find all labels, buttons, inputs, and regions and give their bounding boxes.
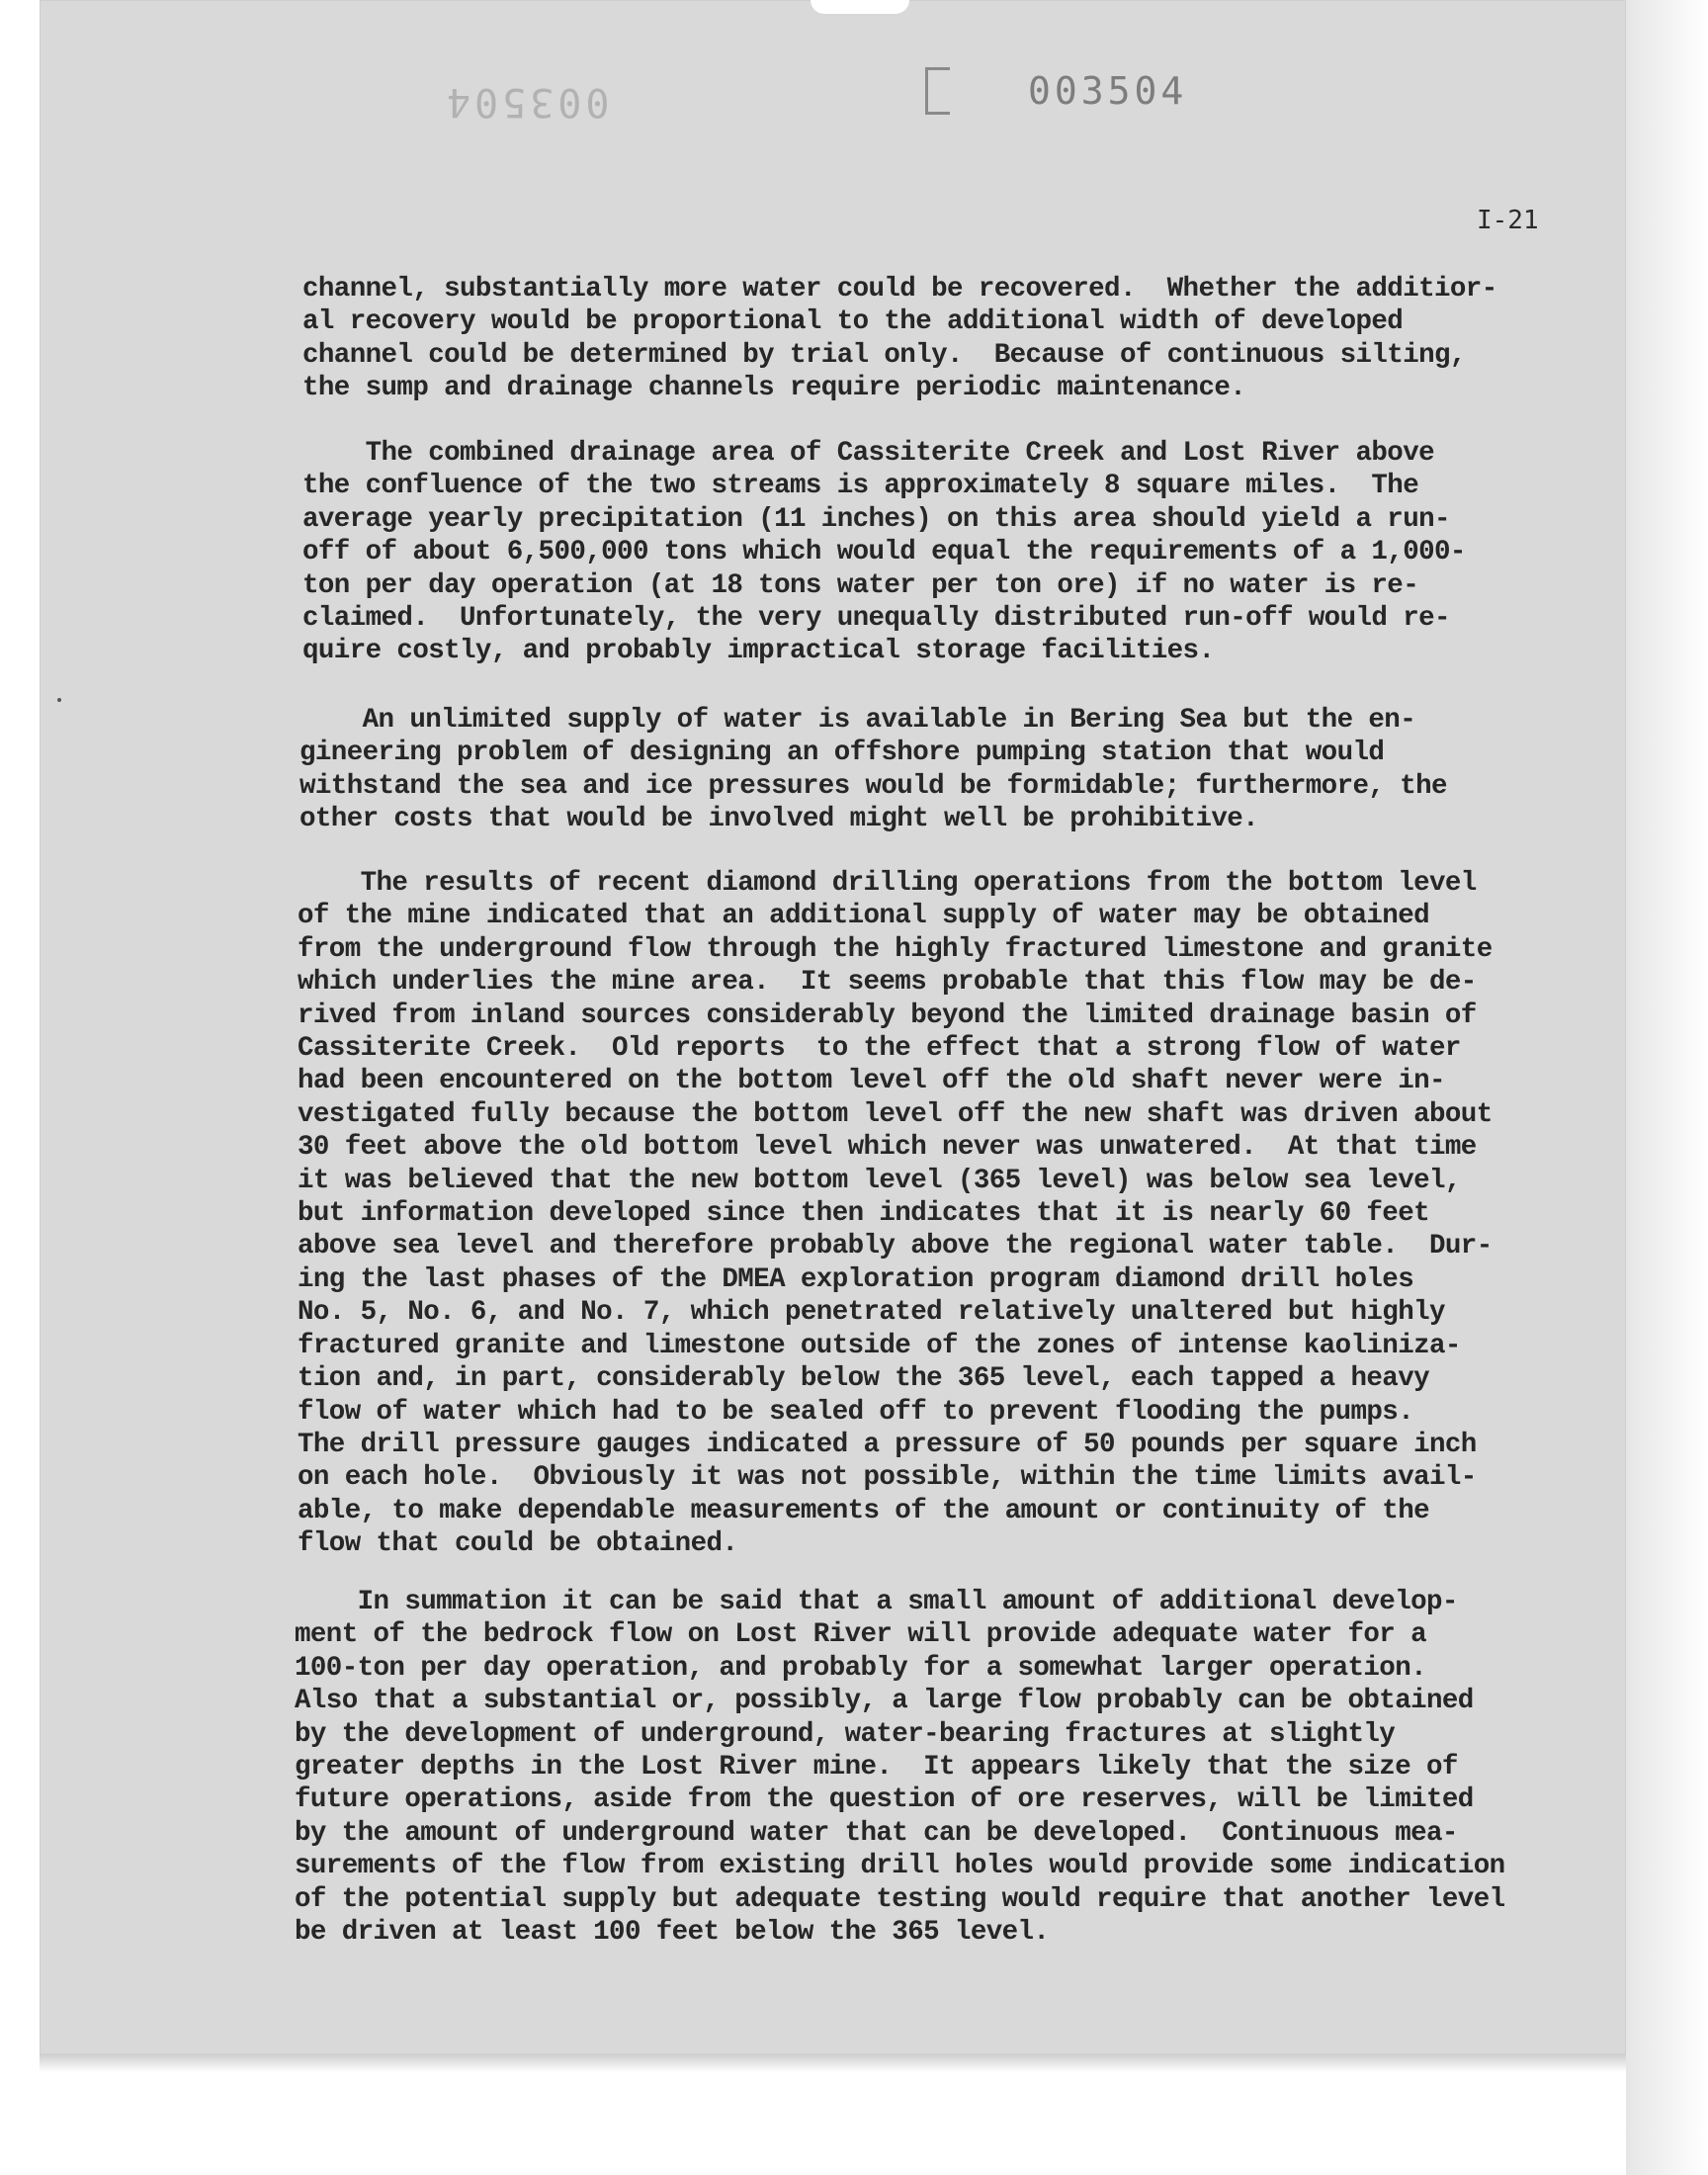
ghost-stamp-number: 003504 bbox=[443, 79, 610, 125]
scan-speck bbox=[57, 698, 61, 702]
scan-top-notch bbox=[811, 0, 909, 14]
scan-edge-shadow bbox=[1626, 0, 1708, 2175]
paragraph-channel-recovery: channel, substantially more water could be recovered. Whether the additior- al recovery would be proportional to the additional width of developed channel could be determined by trial only. Because of continuous silting, the sump and drainage channels require periodic maintenance. bbox=[302, 274, 1497, 404]
page-number: I-21 bbox=[1477, 206, 1539, 235]
paragraph-bering-sea: An unlimited supply of water is available in Bering Sea but the en- gineering problem of designing an offshore pumping station that would withstand the sea and ice pressures would be formidable; furthermore, the other costs that would be involved might well be prohibitive. bbox=[299, 705, 1447, 835]
paragraph-drainage-area: The combined drainage area of Cassiterite Creek and Lost River above the confluence of the two streams is approximately 8 square miles. The average yearly precipitation (11 inches) on this area should yield a run- off of about 6,500,000 tons which would equal the requirements of a 1,000- ton per day operation (at 18 tons water per ton ore) if no water is re- claimed. Unfortunately, the very unequally distributed run-off would re- quire costly, and probably impractical storage facilities. bbox=[302, 438, 1466, 667]
document-stamp-number: 003504 bbox=[1028, 69, 1188, 113]
stamp-bracket-mark bbox=[925, 67, 950, 115]
paragraph-diamond-drilling: The results of recent diamond drilling operations from the bottom level of the mine indicated that an additional supply of water may be obtained from the underground flow through the highly fractured limestone and granite which underlies the mine area. It seems probable that this flow may be de- rived from inland sources considerably beyond the limited drainage basin of Cassiterite Creek. Old reports to the effect that a strong flow of water had been encountered on the bottom level off the old shaft never were in- vestigated fully because the bottom level off the new shaft was driven about 30 feet above the old bottom level which never was unwatered. At that time it was believed that the new bottom level (365 level) was below sea level, but information developed since then indicates that it is nearly 60 feet above sea level and therefore probably above the regional water table. Dur- ing the last phases of the DMEA exploration program diamond drill holes No. 5, No. 6, and No. 7, which penetrated relatively unaltered but highly fractured granite and limestone outside of the zones of intense kaoliniza- tion and, in part, considerably below the 365 level, each tapped a heavy flow of water which had to be sealed off to prevent flooding the pumps. The drill pressure gauges indicated a pressure of 50 pounds per square inch on each hole. Obviously it was not possible, within the time limits avail- able, to make dependable measurements of the amount or continuity of the flow that could be obtained. bbox=[298, 868, 1493, 1560]
scan-bottom-edge bbox=[40, 2054, 1626, 2072]
paragraph-summation: In summation it can be said that a small amount of additional develop- ment of the bedrock flow on Lost River will provide adequate water for a 100-ton per day operation, and probably for a somewhat larger operation. Also that a substantial or, possibly, a large flow probably can be obtained by the development of underground, water-bearing fractures at slightly greater depths in the Lost River mine. It appears likely that the size of future operations, aside from the question of ore reserves, will be limited by the amount of underground water that can be developed. Continuous mea- surements of the flow from existing drill holes would provide some indication of the potential supply but adequate testing would require that another level be driven at least 100 feet below the 365 level. bbox=[295, 1587, 1505, 1949]
